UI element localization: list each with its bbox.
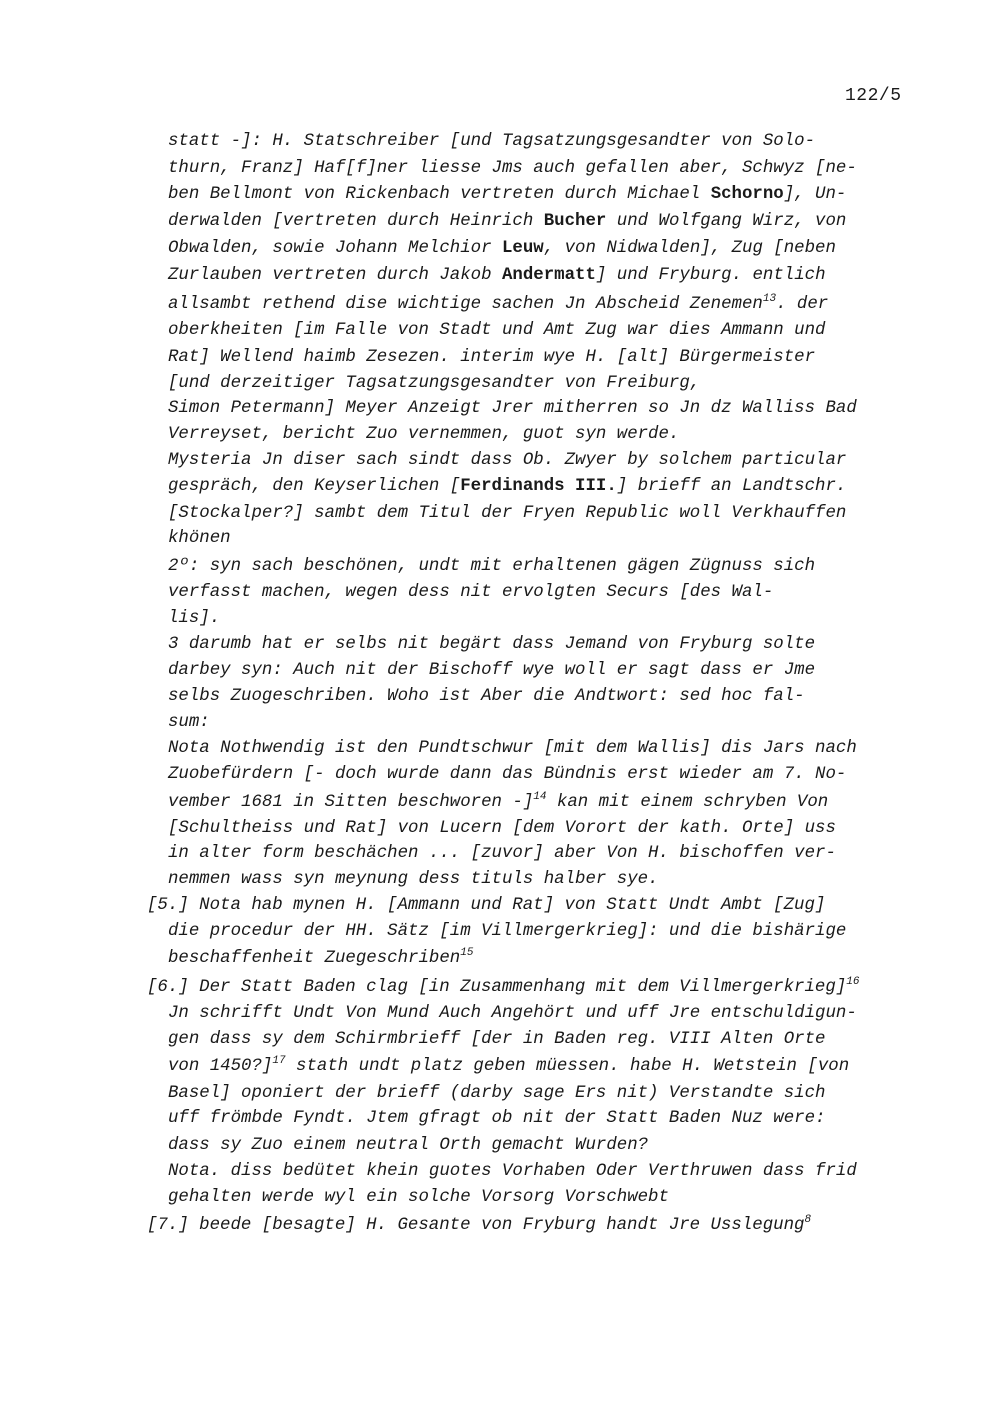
line-text: 2º: syn sach beschönen, undt mit erhaltenen gägen Zügnuss sich (168, 557, 816, 576)
text-line (168, 610, 220, 627)
footnote-ref: 17 (272, 1055, 286, 1067)
line-text: [Stockalper?] sambt dem Titul der Fryen Republic woll Verkhauffen (168, 504, 847, 523)
text-line (168, 452, 846, 469)
line-text: Nota. diss bedütet khein guotes Vorhaben Oder Verthruwen dass frid (168, 1162, 857, 1181)
text-line (168, 688, 805, 705)
text-line (168, 766, 846, 783)
line-text-continued: ] brieff an Landtschr. (616, 477, 847, 496)
line-text: khönen (168, 529, 231, 548)
text-line (168, 584, 773, 601)
text-line (147, 976, 860, 997)
line-text-continued: kan mit einem schryben Von (546, 793, 829, 812)
line-text: [Schultheiss und Rat] von Lucern [dem Vorort der kath. Orte] uss (168, 819, 836, 838)
line-text: Basel] oponiert der brieff (darby sage Ers nit) Verstandte sich (168, 1084, 826, 1103)
bold-name: Bucher (543, 212, 607, 231)
text-line (168, 791, 829, 812)
text-line (168, 375, 700, 392)
text-line (168, 558, 815, 575)
line-text: nemmen wass syn meynung dess tituls halber sye. (168, 870, 659, 889)
line-text: allsambt rethend dise wichtige sachen Jn Abscheid Zenemen (168, 295, 763, 314)
line-text: in alter form beschächen ... [zuvor] aber Von H. bischoffen ver- (168, 844, 836, 863)
text-line (168, 1055, 850, 1076)
text-line (168, 1189, 669, 1206)
text-line (168, 133, 815, 150)
line-text: Zuobefürdern [- doch wurde dann das Bündnis erst wieder am 7. No- (168, 765, 847, 784)
text-line (168, 530, 231, 547)
line-text: ben Bellmont von Rickenbach vertreten durch Michael (168, 185, 711, 204)
bold-name: Andermatt (501, 266, 596, 285)
text-line (168, 426, 679, 443)
line-text: gehalten werde wyl ein solche Vorsorg Vorschwebt (168, 1188, 669, 1207)
text-line (168, 947, 474, 968)
text-line (147, 1214, 812, 1235)
line-text: [und derzeitiger Tagsatzungsgesandter von Freiburg, (168, 374, 701, 393)
text-line (168, 400, 857, 417)
text-line (168, 1110, 825, 1127)
text-line (168, 160, 857, 177)
line-text: derwalden [vertreten durch Heinrich (168, 212, 544, 231)
text-line (168, 240, 836, 257)
line-text: Nota Nothwendig ist den Pundtschwur [mit dem Wallis] dis Jars nach (168, 739, 857, 758)
line-text: verfasst machen, wegen dess nit ervolgten Securs [des Wal- (168, 583, 774, 602)
line-text: sum: (168, 713, 210, 732)
line-text: Zurlauben vertreten durch Jakob (168, 266, 502, 285)
line-text: gen dass sy dem Schirmbrieff [der in Baden reg. VIII Alten Orte (168, 1030, 826, 1049)
line-text: selbs Zuogeschriben. Woho ist Aber die Andtwort: sed hoc fal- (168, 687, 805, 706)
line-text: Obwalden, sowie Johann Melchior (168, 239, 502, 258)
line-text-continued: ] und Fryburg. entlich (595, 266, 826, 285)
text-line (168, 1137, 648, 1154)
line-text: [6.] Der Statt Baden clag [in Zusammenhang mit dem Villmergerkrieg] (147, 978, 847, 997)
line-text: gespräch, den Keyserlichen [ (168, 477, 461, 496)
line-text: oberkheiten [im Falle von Stadt und Amt Zug war dies Ammann und (168, 321, 826, 340)
text-line (168, 845, 836, 862)
text-line (168, 478, 846, 495)
line-text: [5.] Nota hab mynen H. [Ammann und Rat] von Statt Undt Ambt [Zug] (147, 896, 826, 915)
line-text-continued: und Wolfgang Wirz, von (606, 212, 847, 231)
line-text-continued: ], Un- (783, 185, 847, 204)
footnote-ref: 15 (460, 947, 474, 959)
text-line (168, 1031, 825, 1048)
page-number: 122/5 (845, 86, 902, 106)
text-line (168, 267, 826, 284)
text-line (168, 820, 836, 837)
footnote-ref: 13 (762, 293, 777, 305)
text-line (168, 871, 659, 888)
line-text: Jn schrifft Undt Von Mund Auch Angehört und uff Jre entschuldigun- (168, 1004, 857, 1023)
text-line (168, 923, 846, 940)
line-text: thurn, Franz] Haf[f]ner liesse Jms auch gefallen aber, Schwyz [ne- (168, 159, 857, 178)
line-text: Simon Petermann] Meyer Anzeigt Jrer mitherren so Jn dz Walliss Bad (168, 399, 857, 418)
line-text: Mysteria Jn diser sach sindt dass Ob. Zwyer by solchem particular (168, 451, 847, 470)
text-line (168, 1005, 857, 1022)
text-line (168, 349, 815, 366)
line-text: beschaffenheit Zuegeschriben (168, 949, 461, 968)
text-line (168, 322, 825, 339)
line-text: [7.] beede [besagte] H. Gesante von Fryburg handt Jre Usslegung (147, 1216, 805, 1235)
bold-name: Schorno (710, 185, 784, 204)
text-line (168, 636, 815, 653)
text-line (168, 186, 846, 203)
text-line (147, 897, 825, 914)
text-line (168, 740, 857, 757)
text-line (168, 662, 815, 679)
line-text: darbey syn: Auch nit der Bischoff wye woll er sagt dass er Jme (168, 661, 816, 680)
line-text: statt -]: H. Statschreiber [und Tagsatzungsgesandter von Solo- (168, 132, 816, 151)
line-text: dass sy Zuo einem neutral Orth gemacht Wurden? (168, 1136, 649, 1155)
line-text: 3 darumb hat er selbs nit begärt dass Jemand von Fryburg solte (168, 635, 816, 654)
footnote-ref: 8 (804, 1214, 812, 1226)
text-line (168, 1163, 857, 1180)
line-text: Verreyset, bericht Zuo vernemmen, guot syn werde. (168, 425, 680, 444)
footnote-ref: 14 (533, 791, 547, 803)
line-text-continued: stath undt platz geben müessen. habe H. Wetstein [von (285, 1057, 850, 1076)
line-text: die procedur der HH. Sätz [im Villmergerkrieg]: und die bishärige (168, 922, 847, 941)
text-line (168, 714, 210, 731)
line-text: von 1450?] (168, 1057, 273, 1076)
line-text: uff frömbde Fyndt. Jtem gfragt ob nit der Statt Baden Nuz were: (168, 1109, 826, 1128)
text-line (168, 505, 846, 522)
bold-name: Leuw (501, 239, 544, 258)
bold-name: Ferdinands III. (460, 477, 617, 496)
line-text: Rat] Wellend haimb Zesezen. interim wye H. [alt] Bürgermeister (168, 348, 816, 367)
line-text-continued: , von Nidwalden], Zug [neben (543, 239, 836, 258)
footnote-ref: 16 (846, 976, 860, 988)
text-line (168, 213, 846, 230)
line-text-continued: . der (776, 295, 829, 314)
text-line (168, 293, 829, 314)
text-line (168, 1085, 825, 1102)
line-text: vember 1681 in Sitten beschworen -] (168, 793, 534, 812)
line-text: lis]. (168, 609, 221, 628)
